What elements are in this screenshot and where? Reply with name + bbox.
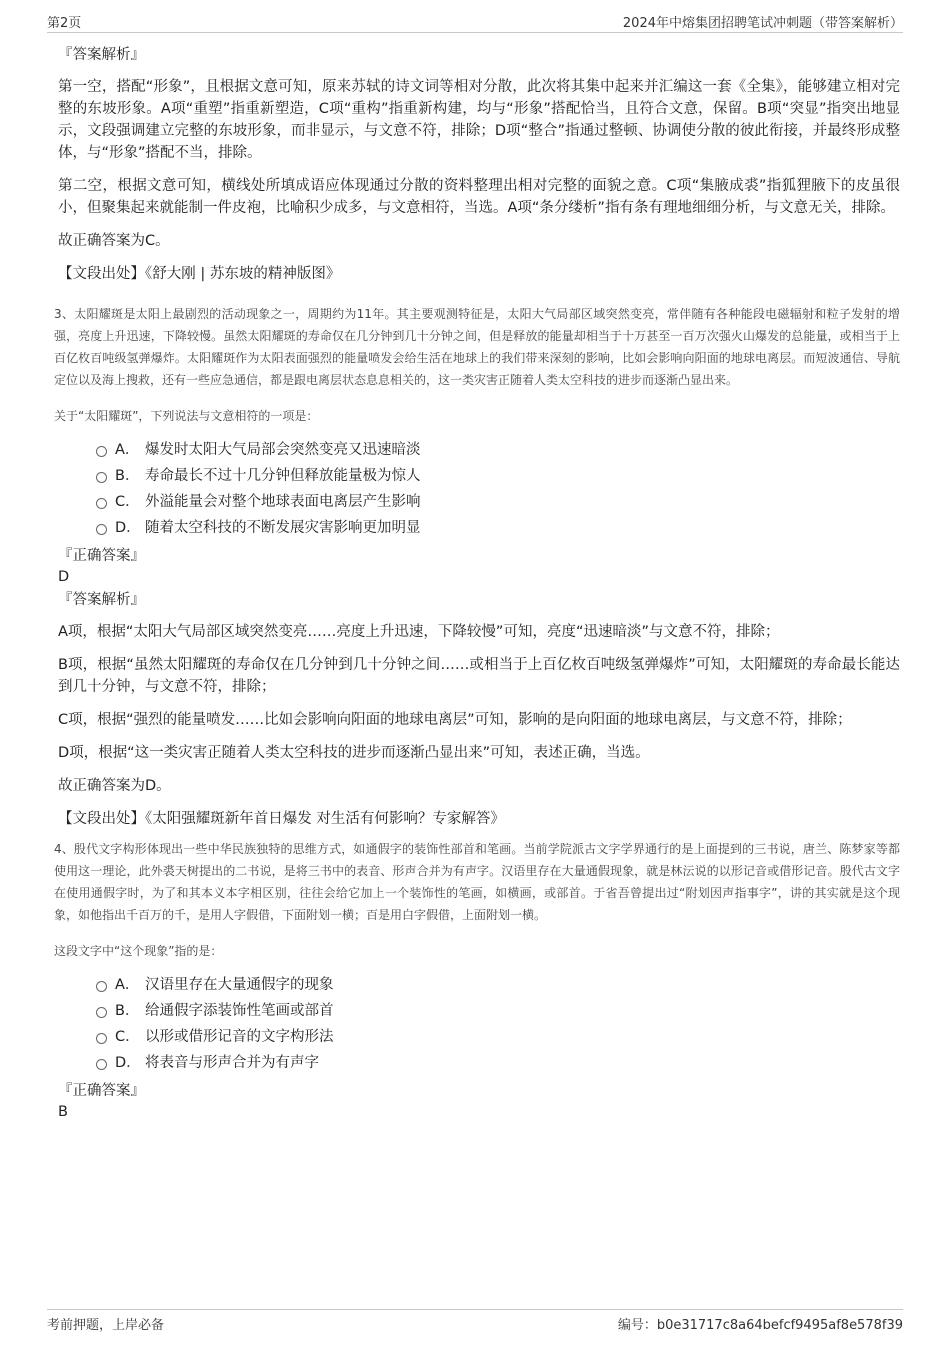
option-letter: C． (115, 1028, 140, 1045)
analysis-paragraph: C项，根据“强烈的能量喷发……比如会影响向阳面的地球电离层”可知，影响的是向阳面的地球电离层，与文意不符，排除； (58, 712, 852, 728)
option-a[interactable] (96, 435, 900, 461)
radio-icon[interactable] (96, 498, 107, 509)
passage-source: 【文段出处】《舒大刚 | 苏东坡的精神版图》 (58, 266, 341, 282)
option-letter: C． (115, 493, 140, 510)
question-3 (54, 303, 900, 830)
page-content (54, 44, 900, 1124)
analysis-paragraph: D项，根据“这一类灾害正随着人类太空科技的进步而逐渐凸显出来”可知，表述正确，当选。 (58, 745, 650, 761)
question-prompt: 关于“太阳耀斑”，下列说法与文意相符的一项是： (54, 409, 319, 423)
analysis-conclusion: 故正确答案为D。 (58, 778, 171, 794)
option-c[interactable] (96, 487, 900, 513)
question-4 (54, 838, 900, 1122)
document-id: 编号：b0e31717c8a64befcf9495af8e578f39 (617, 1317, 903, 1333)
option-list (58, 970, 900, 1074)
radio-icon[interactable] (96, 1007, 107, 1018)
option-letter: D． (115, 1054, 141, 1071)
option-b[interactable] (96, 996, 900, 1022)
option-b[interactable] (96, 461, 900, 487)
option-letter: B． (115, 467, 140, 484)
option-letter: B． (115, 1002, 140, 1019)
page-header (47, 10, 903, 33)
option-text: 爆发时太阳大气局部会突然变亮又迅速暗淡 (145, 441, 421, 458)
option-d[interactable] (96, 513, 900, 539)
question-prompt: 这段文字中“这个现象”指的是： (54, 944, 223, 958)
analysis-paragraph: A项，根据“太阳大气局部区域突然变亮……亮度上升迅速，下降较慢”可知，亮度“迅速暗淡”与文意不符，排除； (58, 624, 780, 640)
option-letter: A． (115, 441, 140, 458)
passage-source: 【文段出处】《太阳强耀斑新年首日爆发 对生活有何影响？专家解答》 (58, 811, 505, 827)
question-passage: 3、太阳耀斑是太阳上最剧烈的活动现象之一，周期约为11年。其主要观测特征是，太阳大气局部区域突然变亮，常伴随有各种能段电磁辐射和粒子发射的增强，亮度上升迅速，下降较慢。虽然太阳耀斑的寿命仅在几分钟到几十分钟之间，但是释放的能量却相当于十万甚至一百万次强火山爆发的总能量，或相当于上百亿枚百吨级氢弹爆炸。太阳耀斑作为太阳表面强烈的能量喷发会给生活在地球上的我们带来深刻的影响，比如会影响向阳面的地球电离层。而短波通信、导航定位以及海上搜救，还有一些应急通信，都是跟电离层状态息息相关的，这一类灾害正随着人类太空科技的进步而逐渐凸显出来。 (54, 307, 900, 387)
analysis-conclusion: 故正确答案为C。 (58, 233, 170, 249)
page-footer (47, 1309, 903, 1336)
radio-icon[interactable] (96, 1033, 107, 1044)
option-text: 寿命最长不过十几分钟但释放能量极为惊人 (145, 467, 421, 484)
document-title: 2024年中熔集团招聘笔试冲刺题（带答案解析） (622, 15, 903, 31)
analysis-label: 『答案解析』 (58, 47, 145, 63)
option-text: 给通假字添装饰性笔画或部首 (145, 1002, 334, 1019)
option-text: 以形或借形记音的文字构形法 (145, 1028, 334, 1045)
correct-answer-label: 『正确答案』 (58, 1083, 145, 1099)
option-list (58, 435, 900, 539)
option-text: 外溢能量会对整个地球表面电离层产生影响 (145, 493, 421, 510)
option-text: 将表音与形声合并为有声字 (145, 1054, 319, 1071)
footer-slogan: 考前押题，上岸必备 (47, 1317, 165, 1333)
radio-icon[interactable] (96, 1059, 107, 1070)
question-passage: 4、殷代文字构形体现出一些中华民族独特的思维方式，如通假字的装饰性部首和笔画。当前学院派古文字学界通行的是上面提到的三书说，唐兰、陈梦家等都使用这一理论，此外裘天树提出的二书说，是将三书中的表音、形声合并为有声字。汉语里存在大量通假现象，就是林沄说的以形记音或借形记音。殷代古文字在使用通假字时，为了和其本义本字相区别，往往会给它加上一个装饰性的笔画，如横画，或部首。于省吾曾提出过“附划因声指事字”，讲的其实就是这个现象，如他指出千百万的千，是用人字假借，下面附划一横；百是用白字假借，上面附划一横。 (54, 842, 900, 922)
option-text: 随着太空科技的不断发展灾害影响更加明显 (145, 519, 421, 536)
analysis-paragraph: B项，根据“虽然太阳耀斑的寿命仅在几分钟到几十分钟之间……或相当于上百亿枚百吨级氢弹爆炸”可知，太阳耀斑的寿命最长能达到几十分钟，与文意不符，排除； (58, 657, 900, 695)
option-letter: A． (115, 976, 140, 993)
correct-answer: B (58, 1104, 68, 1120)
option-d[interactable] (96, 1048, 900, 1074)
radio-icon[interactable] (96, 472, 107, 483)
option-a[interactable] (96, 970, 900, 996)
analysis-label: 『答案解析』 (58, 592, 145, 608)
correct-answer-label: 『正确答案』 (58, 548, 145, 564)
correct-answer: D (58, 569, 70, 585)
analysis-paragraph: 第二空，根据文意可知，横线处所填成语应体现通过分散的资料整理出相对完整的面貌之意。C项“集腋成裘”指狐狸腋下的皮虽很小，但聚集起来就能制一件皮袍，比喻积少成多，与文意相符，当选。A项“条分缕析”指有条有理地细细分析，与文意无关，排除。 (58, 178, 900, 216)
radio-icon[interactable] (96, 446, 107, 457)
radio-icon[interactable] (96, 981, 107, 992)
analysis-paragraph: 第一空，搭配“形象”，且根据文意可知，原来苏轼的诗文词等相对分散，此次将其集中起来并汇编这一套《全集》，能够建立相对完整的东坡形象。A项“重塑”指重新塑造，C项“重构”指重新构建，均与“形象”搭配恰当，且符合文意，保留。B项“突显”指突出地显示，文段强调建立完整的东坡形象，而非显示，与文意不符，排除；D项“整合”指通过整顿、协调使分散的彼此衔接，并最终形成整体，与“形象”搭配不当，排除。 (58, 79, 900, 161)
option-c[interactable] (96, 1022, 900, 1048)
option-text: 汉语里存在大量通假字的现象 (145, 976, 334, 993)
page-number: 第2页 (47, 15, 82, 31)
radio-icon[interactable] (96, 524, 107, 535)
option-letter: D． (115, 519, 141, 536)
